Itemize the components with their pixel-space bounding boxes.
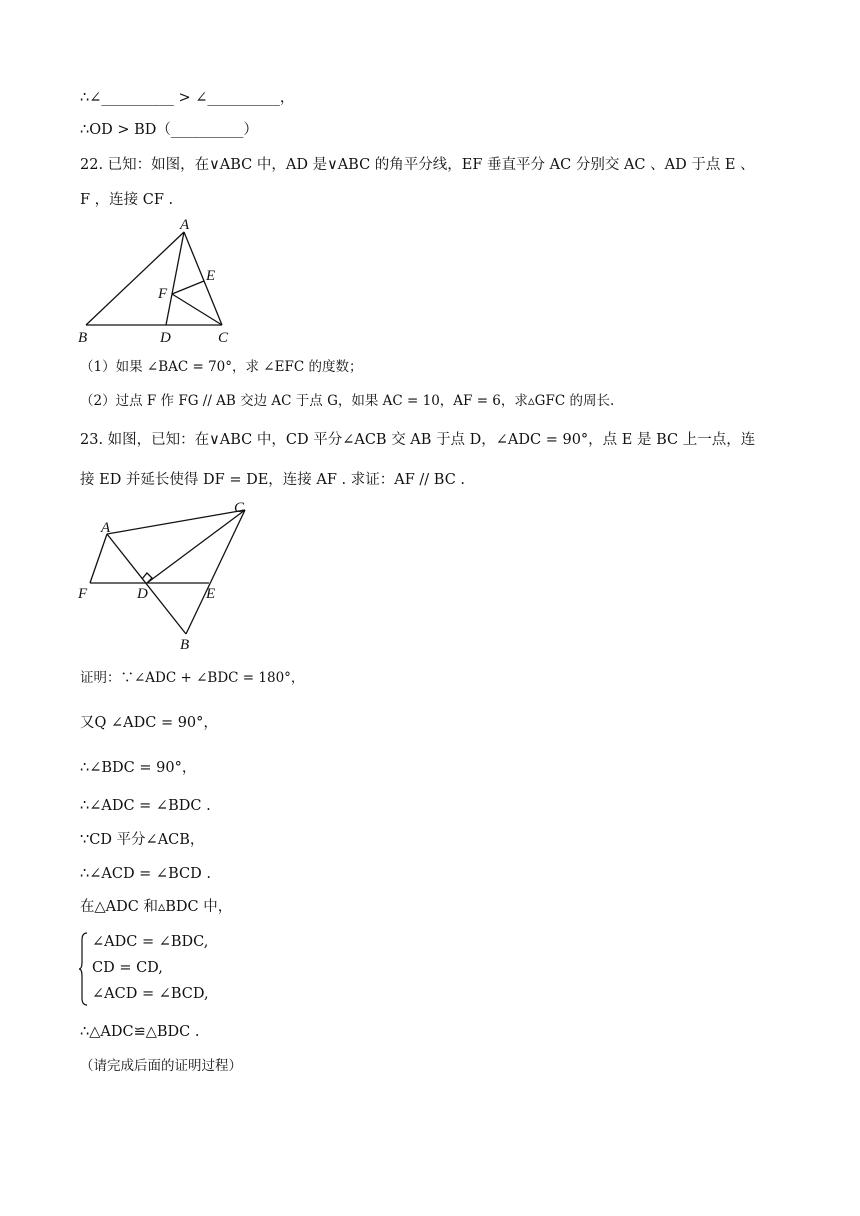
q23-segment-cd xyxy=(147,510,245,583)
q23-segment-ac xyxy=(107,510,245,534)
q23-figure-diagram xyxy=(70,495,260,655)
proof-instruction: （请完成后面的证明过程） xyxy=(80,1058,242,1074)
q23-segment-ab xyxy=(107,534,186,634)
proof-line-1: 证明：∵∠ADC + ∠BDC = 180°， xyxy=(80,670,305,686)
prev-conclusion-od-bd: ∴OD > BD（__________） xyxy=(80,122,258,138)
q22-label-b: B xyxy=(78,330,88,346)
prev-conclusion-angles: ∴∠__________ > ∠__________， xyxy=(80,90,295,106)
q22-side-ac xyxy=(184,232,222,325)
q23-label-e: E xyxy=(206,586,216,602)
q22-triangle-diagram xyxy=(70,215,250,350)
system-eq-2: CD = CD, xyxy=(92,960,163,976)
q22-stem-line1: 22. 已知：如图，在∨ABC 中，AD 是∨ABC 的角平分线，EF 垂直平分 AC 分别交 AC 、AD 于点 E 、 xyxy=(80,157,755,173)
q23-right-angle-mark xyxy=(142,573,152,583)
proof-line-3: ∴∠BDC = 90°， xyxy=(80,760,197,776)
q22-part2: （2）过点 F 作 FG // AB 交边 AC 于点 G，如果 AC = 10，AF = 6，求▵GFC 的周长. xyxy=(80,393,615,409)
proof-line-2: 又Q ∠ADC = 90°， xyxy=(80,715,218,731)
q23-segment-af xyxy=(90,534,107,583)
q22-label-d: D xyxy=(160,330,171,346)
q22-segment-fe xyxy=(172,281,204,294)
q22-label-f: F xyxy=(158,286,168,302)
system-brace xyxy=(78,932,88,1006)
q23-label-b: B xyxy=(180,637,190,653)
q22-segment-fc xyxy=(172,294,222,325)
q23-label-f: F xyxy=(78,586,88,602)
proof-line-8: ∴△ADC≌△BDC . xyxy=(80,1024,200,1040)
proof-line-7: 在△ADC 和▵BDC 中， xyxy=(80,899,233,915)
q23-segment-cb xyxy=(186,510,245,634)
q22-stem-line2: F ，连接 CF . xyxy=(80,192,174,208)
proof-line-6: ∴∠ACD = ∠BCD . xyxy=(80,866,211,882)
proof-line-4: ∴∠ADC = ∠BDC . xyxy=(80,798,211,814)
q22-label-e: E xyxy=(206,268,216,284)
q23-stem-line1: 23. 如图，已知：在∨ABC 中，CD 平分∠ACB 交 AB 于点 D，∠ADC = 90°，点 E 是 BC 上一点，连 xyxy=(80,432,756,448)
system-eq-3: ∠ACD = ∠BCD, xyxy=(92,986,209,1002)
q23-stem-line2: 接 ED 并延长使得 DF = DE，连接 AF . 求证：AF // BC . xyxy=(80,472,466,488)
q23-label-a: A xyxy=(101,520,111,536)
q22-label-a: A xyxy=(180,217,190,233)
system-eq-1: ∠ADC = ∠BDC, xyxy=(92,934,209,950)
q23-label-c: C xyxy=(234,500,245,516)
proof-line-5: ∵CD 平分∠ACB， xyxy=(80,832,205,848)
q22-label-c: C xyxy=(218,330,229,346)
q23-label-d: D xyxy=(137,586,148,602)
q22-part1: （1）如果 ∠BAC = 70°，求 ∠EFC 的度数； xyxy=(80,359,363,375)
